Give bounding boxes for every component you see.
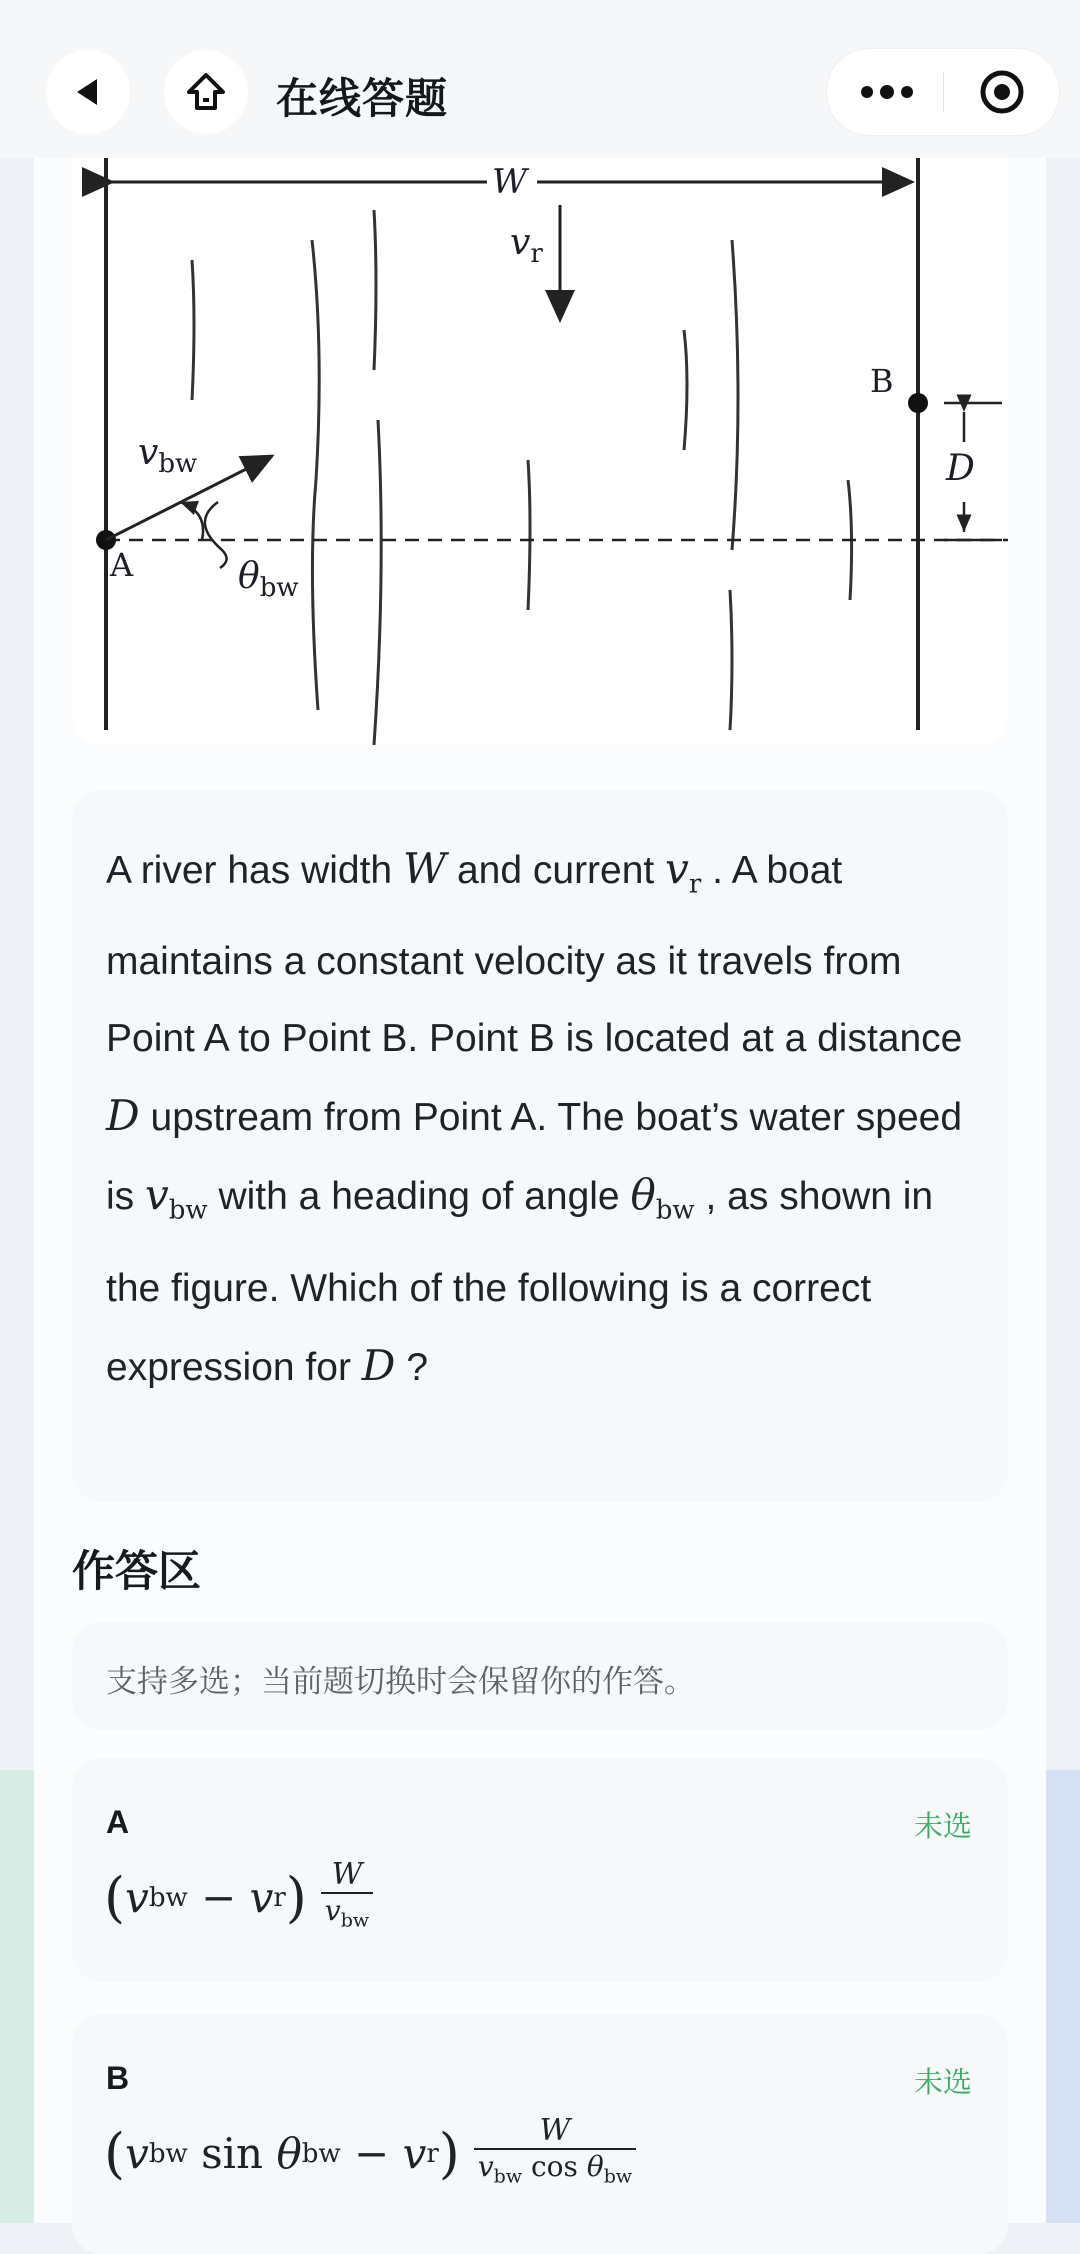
home-button[interactable]: [164, 50, 248, 134]
figure-card: [72, 150, 1008, 745]
figure-label-vbw: $v_{bw}$: [138, 432, 198, 480]
capsule-divider: [943, 71, 944, 113]
figure-label-vr: $v_r$: [510, 222, 543, 270]
page-title: 在线答题: [276, 74, 449, 123]
figure-label-theta: $\theta_{bw}$: [238, 556, 299, 604]
target-close-icon: [977, 67, 1027, 117]
hint-text: 支持多选；当前题切换时会保留你的作答。: [106, 1664, 695, 1700]
question-text: A river has width W and current $v_r$ . A boat maintains a constant velocity as it travels from Point A to Point B. Point B is located at a distance D upstream from Point A. The boat’s water speed is $v_{bw}$ with a heading of angle $\theta_{bw}$ , as shown in the figure. Which of the following is a correct expression for D ?: [106, 844, 963, 1390]
figure-label-A: A: [110, 546, 134, 584]
figure-label-W: W: [492, 162, 527, 202]
option-status: 未选: [913, 1809, 972, 1843]
figure-label-D: D: [946, 448, 975, 489]
back-arrow-icon: [71, 75, 105, 109]
hint-card: [72, 1622, 1008, 1730]
close-miniprogram-button[interactable]: [957, 67, 1047, 117]
option-card-a[interactable]: [72, 1758, 1008, 1982]
option-card-b[interactable]: [72, 2014, 1008, 2254]
background-accent-right: [1046, 1770, 1080, 2223]
option-status: 未选: [913, 2065, 972, 2099]
home-icon: [184, 70, 228, 114]
option-formula: ( v bw − v r ) $\frac{W}{v_{bw}}$: [104, 1858, 373, 1938]
option-letter: B: [106, 2060, 130, 2096]
back-button[interactable]: [46, 50, 130, 134]
background-accent-left: [0, 1770, 34, 2223]
more-button[interactable]: [847, 67, 927, 117]
mini-program-capsule: [826, 48, 1060, 136]
answer-section-title: 作答区: [72, 1547, 201, 1597]
option-letter: A: [106, 1804, 130, 1840]
figure-label-B: B: [870, 362, 894, 400]
top-nav-bar: [0, 0, 1080, 158]
more-dots-icon: [859, 85, 915, 99]
question-card: [72, 790, 1008, 1502]
option-formula: ( v bw sin θ bw − v r ) $\frac{W}{v_{bw} \cos \theta_{bw}}$: [104, 2114, 636, 2194]
